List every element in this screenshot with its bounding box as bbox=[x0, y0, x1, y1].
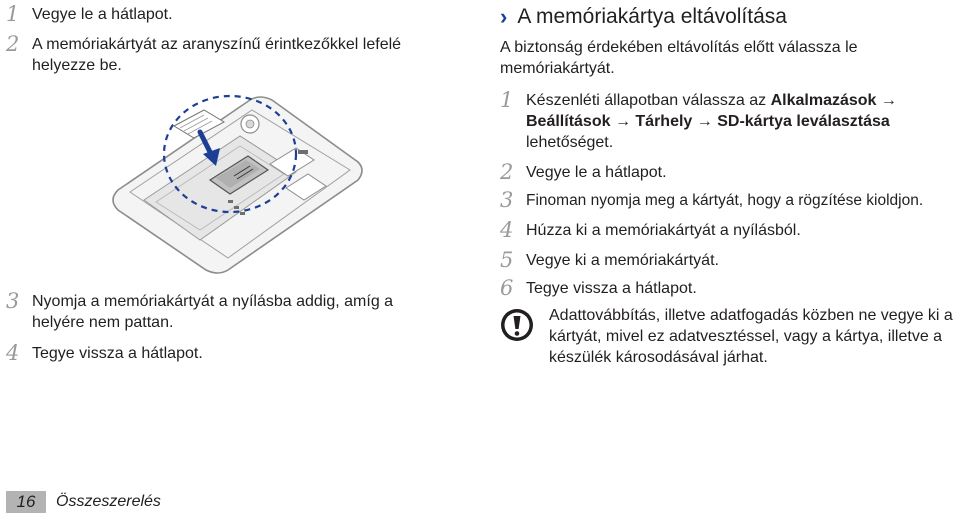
step-number: 3 bbox=[500, 188, 514, 212]
step-text: Nyomja a memóriakártyát a nyílásba addig, amíg a helyére nem pattan. bbox=[32, 293, 394, 331]
menu-path-unmount-sd: SD-kártya leválasztása bbox=[717, 113, 890, 130]
step-text: Vegye le a hátlapot. bbox=[32, 6, 173, 23]
step-number: 1 bbox=[6, 2, 20, 26]
step-number: 5 bbox=[500, 248, 514, 272]
step-text: Tegye vissza a hátlapot. bbox=[526, 280, 697, 297]
step-text-part: Készenléti állapotban válassza az bbox=[526, 92, 771, 109]
step-number: 2 bbox=[500, 160, 514, 184]
phone-back-illustration bbox=[100, 80, 370, 280]
step-number: 2 bbox=[6, 32, 20, 56]
step-number: 3 bbox=[6, 289, 20, 313]
step-text: Finoman nyomja meg a kártyát, hogy a rögzítése kioldjon. bbox=[526, 192, 924, 209]
section-intro: A biztonság érdekében eltávolítás előtt válassza le memóriakártyát. bbox=[500, 39, 858, 77]
step-number: 6 bbox=[500, 276, 514, 300]
step-number: 1 bbox=[500, 88, 514, 112]
menu-path-settings: Beállítások bbox=[526, 113, 611, 130]
arrow-right-icon: → bbox=[696, 113, 713, 130]
chapter-title: Összeszerelés bbox=[56, 493, 161, 510]
left-step-1 bbox=[6, 4, 406, 25]
section-title bbox=[500, 4, 787, 30]
right-step-4 bbox=[500, 220, 940, 241]
left-step-3 bbox=[6, 291, 426, 333]
step-text: A memóriakártyát az aranyszínű érintkezőkkel lefelé helyezze be. bbox=[32, 36, 402, 74]
menu-path-apps: Alkalmazások bbox=[770, 92, 877, 109]
arrow-right-icon: → bbox=[880, 92, 897, 109]
page-number: 16 bbox=[6, 491, 46, 513]
step-text: Vegye ki a memóriakártyát. bbox=[526, 252, 719, 269]
right-step-6 bbox=[500, 278, 940, 299]
page-footer bbox=[0, 491, 161, 513]
menu-path-storage: Tárhely bbox=[635, 113, 693, 130]
chevron-right-icon: › bbox=[500, 4, 508, 29]
step-text bbox=[526, 90, 926, 153]
step-text: Tegye vissza a hátlapot. bbox=[32, 345, 203, 362]
right-step-3 bbox=[500, 190, 955, 211]
exclamation-icon bbox=[500, 308, 534, 342]
left-step-4 bbox=[6, 343, 406, 364]
step-number: 4 bbox=[500, 218, 514, 242]
right-step-5 bbox=[500, 250, 940, 271]
step-text: Húzza ki a memóriakártyát a nyílásból. bbox=[526, 222, 801, 239]
section-title-text: A memóriakártya eltávolítása bbox=[517, 5, 787, 28]
step-text: Vegye le a hátlapot. bbox=[526, 164, 667, 181]
right-step-1 bbox=[500, 90, 940, 153]
step-number: 4 bbox=[6, 341, 20, 365]
warning-text: Adattovábbítás, illetve adatfogadás közben ne vegye ki a kártyát, mivel ez adatvesztéssel, vagy a kártya, illetve a készülék károsodásával járhat. bbox=[549, 307, 953, 366]
left-step-2 bbox=[6, 34, 406, 76]
warning-note bbox=[500, 305, 959, 368]
arrow-right-icon: → bbox=[614, 113, 631, 130]
step-text-part: lehetőséget. bbox=[526, 134, 614, 151]
right-step-2 bbox=[500, 162, 940, 183]
